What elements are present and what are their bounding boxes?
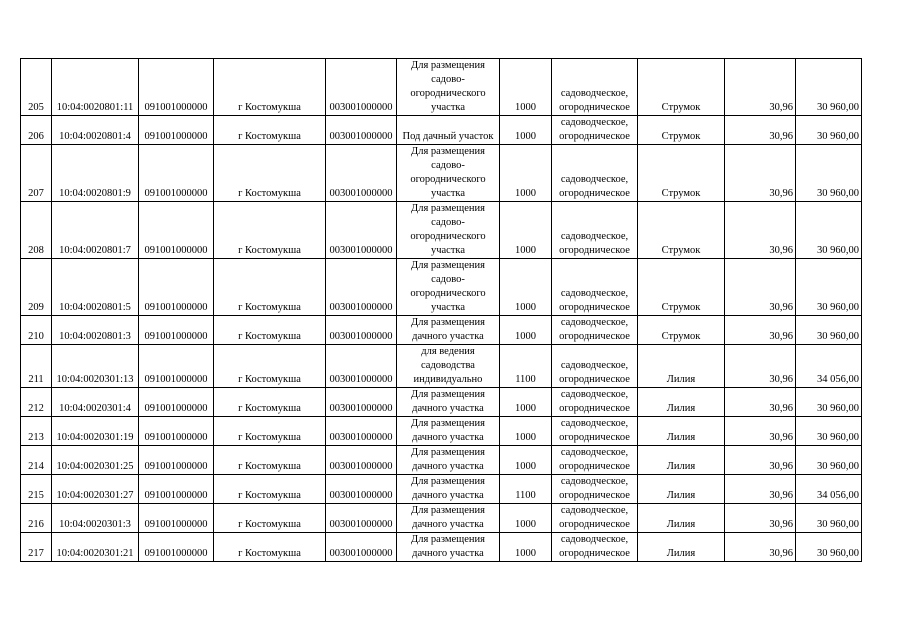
row-number-cell: 208 xyxy=(21,202,52,259)
table-row xyxy=(21,504,862,533)
purpose-cell xyxy=(397,316,500,345)
code-cell: 003001000000 xyxy=(326,145,397,202)
purpose-cell-line: садово- xyxy=(431,74,465,85)
rate-cell: 30,96 xyxy=(725,446,796,475)
category-cell-line: огородническое xyxy=(559,374,630,385)
category-cell xyxy=(552,345,638,388)
locality-cell: г Костомукша xyxy=(214,417,326,446)
locality-cell: г Костомукша xyxy=(214,345,326,388)
cadastral-number-cell: 10:04:0020801:7 xyxy=(52,202,139,259)
okato-code-cell: 091001000000 xyxy=(139,533,214,562)
code-cell: 003001000000 xyxy=(326,475,397,504)
category-cell xyxy=(552,446,638,475)
code-cell: 003001000000 xyxy=(326,417,397,446)
owner-cell: Струмок xyxy=(638,316,725,345)
owner-cell: Лилия xyxy=(638,504,725,533)
rate-cell: 30,96 xyxy=(725,116,796,145)
cadastral-number-cell: 10:04:0020301:21 xyxy=(52,533,139,562)
purpose-cell-line: участка xyxy=(430,302,466,313)
purpose-cell xyxy=(397,202,500,259)
purpose-cell-line: дачного участка xyxy=(412,331,484,342)
locality-cell: г Костомукша xyxy=(214,446,326,475)
row-number-cell: 206 xyxy=(21,116,52,145)
purpose-cell-line: дачного участка xyxy=(412,432,484,443)
category-cell xyxy=(552,533,638,562)
purpose-cell xyxy=(397,59,500,116)
locality-cell: г Костомукша xyxy=(214,533,326,562)
owner-cell: Лилия xyxy=(638,388,725,417)
locality-cell: г Костомукша xyxy=(214,59,326,116)
purpose-cell-line: Для размещения xyxy=(411,389,485,400)
rate-cell: 30,96 xyxy=(725,259,796,316)
category-cell-line: садоводческое, xyxy=(560,418,629,429)
category-cell-line: садоводческое, xyxy=(560,317,629,328)
okato-code-cell: 091001000000 xyxy=(139,116,214,145)
purpose-cell-line: садово- xyxy=(431,217,465,228)
purpose-cell xyxy=(397,475,500,504)
row-number-cell: 207 xyxy=(21,145,52,202)
purpose-cell-line: участка xyxy=(430,245,466,256)
rate-cell: 30,96 xyxy=(725,388,796,417)
cadastral-number-cell: 10:04:0020301:3 xyxy=(52,504,139,533)
okato-code-cell: 091001000000 xyxy=(139,316,214,345)
code-cell: 003001000000 xyxy=(326,446,397,475)
purpose-cell-line: садово- xyxy=(431,160,465,171)
code-cell: 003001000000 xyxy=(326,504,397,533)
rate-cell: 30,96 xyxy=(725,475,796,504)
category-cell-line: огородническое xyxy=(559,519,630,530)
category-cell xyxy=(552,59,638,116)
rate-cell: 30,96 xyxy=(725,504,796,533)
category-cell-line: садоводческое, xyxy=(560,174,629,185)
cadastral-number-cell: 10:04:0020301:13 xyxy=(52,345,139,388)
table-row xyxy=(21,388,862,417)
code-cell: 003001000000 xyxy=(326,116,397,145)
rate-cell: 30,96 xyxy=(725,417,796,446)
cadastral-number-cell: 10:04:0020801:3 xyxy=(52,316,139,345)
category-cell xyxy=(552,116,638,145)
okato-code-cell: 091001000000 xyxy=(139,504,214,533)
purpose-cell-line: дачного участка xyxy=(412,548,484,559)
purpose-cell-line: Для размещения xyxy=(411,260,485,271)
owner-cell: Струмок xyxy=(638,259,725,316)
owner-cell: Лилия xyxy=(638,446,725,475)
purpose-cell-line: огороднического xyxy=(410,174,486,185)
code-cell: 003001000000 xyxy=(326,533,397,562)
value-cell: 30 960,00 xyxy=(796,417,862,446)
okato-code-cell: 091001000000 xyxy=(139,259,214,316)
cadastral-number-cell: 10:04:0020301:19 xyxy=(52,417,139,446)
area-cell: 1000 xyxy=(500,446,552,475)
rate-cell: 30,96 xyxy=(725,202,796,259)
table-row xyxy=(21,145,862,202)
value-cell: 34 056,00 xyxy=(796,345,862,388)
cadastral-number-cell: 10:04:0020301:4 xyxy=(52,388,139,417)
area-cell: 1000 xyxy=(500,533,552,562)
code-cell: 003001000000 xyxy=(326,388,397,417)
table-row xyxy=(21,533,862,562)
category-cell xyxy=(552,504,638,533)
purpose-cell-line: Для размещения xyxy=(411,203,485,214)
purpose-cell xyxy=(397,116,500,145)
table-row xyxy=(21,116,862,145)
area-cell: 1000 xyxy=(500,504,552,533)
table-body xyxy=(21,59,862,562)
owner-cell: Лилия xyxy=(638,417,725,446)
area-cell: 1000 xyxy=(500,59,552,116)
purpose-cell-line: огороднического xyxy=(410,288,486,299)
category-cell-line: огородническое xyxy=(559,461,630,472)
code-cell: 003001000000 xyxy=(326,345,397,388)
purpose-cell-line: огороднического xyxy=(410,88,486,99)
purpose-cell-line: участка xyxy=(430,188,466,199)
category-cell-line: огородническое xyxy=(559,548,630,559)
table-row xyxy=(21,59,862,116)
purpose-cell xyxy=(397,446,500,475)
purpose-cell-line: дачного участка xyxy=(412,490,484,501)
value-cell: 30 960,00 xyxy=(796,316,862,345)
purpose-cell-line: дачного участка xyxy=(412,403,484,414)
purpose-cell-line: Для размещения xyxy=(411,476,485,487)
locality-cell: г Костомукша xyxy=(214,145,326,202)
value-cell: 30 960,00 xyxy=(796,388,862,417)
table-row xyxy=(21,417,862,446)
cadastral-number-cell: 10:04:0020801:11 xyxy=(52,59,139,116)
rate-cell: 30,96 xyxy=(725,345,796,388)
okato-code-cell: 091001000000 xyxy=(139,145,214,202)
locality-cell: г Костомукша xyxy=(214,475,326,504)
category-cell xyxy=(552,417,638,446)
code-cell: 003001000000 xyxy=(326,259,397,316)
owner-cell: Лилия xyxy=(638,533,725,562)
value-cell: 34 056,00 xyxy=(796,475,862,504)
category-cell xyxy=(552,388,638,417)
rate-cell: 30,96 xyxy=(725,145,796,202)
area-cell: 1000 xyxy=(500,145,552,202)
category-cell-line: огородническое xyxy=(559,188,630,199)
category-cell-line: садоводческое, xyxy=(560,360,629,371)
category-cell xyxy=(552,316,638,345)
value-cell: 30 960,00 xyxy=(796,116,862,145)
area-cell: 1000 xyxy=(500,388,552,417)
owner-cell: Струмок xyxy=(638,59,725,116)
table-row xyxy=(21,259,862,316)
locality-cell: г Костомукша xyxy=(214,388,326,417)
locality-cell: г Костомукша xyxy=(214,259,326,316)
category-cell-line: огородническое xyxy=(559,432,630,443)
row-number-cell: 212 xyxy=(21,388,52,417)
purpose-cell-line: Для размещения xyxy=(411,146,485,157)
value-cell: 30 960,00 xyxy=(796,446,862,475)
cadastral-number-cell: 10:04:0020801:4 xyxy=(52,116,139,145)
purpose-cell xyxy=(397,388,500,417)
area-cell: 1000 xyxy=(500,202,552,259)
owner-cell: Лилия xyxy=(638,475,725,504)
category-cell-line: огородническое xyxy=(559,302,630,313)
value-cell: 30 960,00 xyxy=(796,202,862,259)
rate-cell: 30,96 xyxy=(725,316,796,345)
cadastral-number-cell: 10:04:0020301:27 xyxy=(52,475,139,504)
category-cell xyxy=(552,259,638,316)
okato-code-cell: 091001000000 xyxy=(139,202,214,259)
row-number-cell: 209 xyxy=(21,259,52,316)
okato-code-cell: 091001000000 xyxy=(139,446,214,475)
value-cell: 30 960,00 xyxy=(796,533,862,562)
okato-code-cell: 091001000000 xyxy=(139,59,214,116)
row-number-cell: 214 xyxy=(21,446,52,475)
category-cell-line: огородническое xyxy=(559,331,630,342)
locality-cell: г Костомукша xyxy=(214,316,326,345)
table-row xyxy=(21,316,862,345)
value-cell: 30 960,00 xyxy=(796,504,862,533)
category-cell-line: садоводческое, xyxy=(560,231,629,242)
area-cell: 1000 xyxy=(500,417,552,446)
category-cell-line: огородническое xyxy=(559,102,630,113)
purpose-cell-line: Под дачный участок xyxy=(402,131,494,142)
purpose-cell-line: Для размещения xyxy=(411,505,485,516)
category-cell xyxy=(552,202,638,259)
purpose-cell-line: садово- xyxy=(431,274,465,285)
area-cell: 1100 xyxy=(500,475,552,504)
area-cell: 1000 xyxy=(500,116,552,145)
category-cell-line: огородническое xyxy=(559,403,630,414)
purpose-cell-line: индивидуально xyxy=(413,374,483,385)
purpose-cell-line: Для размещения xyxy=(411,447,485,458)
purpose-cell-line: садоводства xyxy=(421,360,475,371)
cadastral-number-cell: 10:04:0020801:5 xyxy=(52,259,139,316)
okato-code-cell: 091001000000 xyxy=(139,388,214,417)
owner-cell: Струмок xyxy=(638,202,725,259)
purpose-cell xyxy=(397,417,500,446)
purpose-cell-line: участка xyxy=(430,102,466,113)
purpose-cell xyxy=(397,345,500,388)
category-cell-line: садоводческое, xyxy=(560,389,629,400)
locality-cell: г Костомукша xyxy=(214,116,326,145)
purpose-cell-line: Для размещения xyxy=(411,60,485,71)
rate-cell: 30,96 xyxy=(725,59,796,116)
code-cell: 003001000000 xyxy=(326,202,397,259)
area-cell: 1000 xyxy=(500,316,552,345)
locality-cell: г Костомукша xyxy=(214,504,326,533)
purpose-cell xyxy=(397,504,500,533)
category-cell xyxy=(552,475,638,504)
value-cell: 30 960,00 xyxy=(796,259,862,316)
cadastral-number-cell: 10:04:0020801:9 xyxy=(52,145,139,202)
value-cell: 30 960,00 xyxy=(796,145,862,202)
row-number-cell: 215 xyxy=(21,475,52,504)
purpose-cell-line: дачного участка xyxy=(412,461,484,472)
purpose-cell xyxy=(397,145,500,202)
category-cell-line: садоводческое, xyxy=(560,288,629,299)
category-cell-line: огородническое xyxy=(559,245,630,256)
row-number-cell: 216 xyxy=(21,504,52,533)
table-row xyxy=(21,475,862,504)
category-cell-line: садоводческое, xyxy=(560,447,629,458)
purpose-cell-line: огороднического xyxy=(410,231,486,242)
area-cell: 1000 xyxy=(500,259,552,316)
owner-cell: Лилия xyxy=(638,345,725,388)
owner-cell: Струмок xyxy=(638,145,725,202)
code-cell: 003001000000 xyxy=(326,59,397,116)
okato-code-cell: 091001000000 xyxy=(139,345,214,388)
area-cell: 1100 xyxy=(500,345,552,388)
row-number-cell: 210 xyxy=(21,316,52,345)
category-cell-line: огородническое xyxy=(559,131,630,142)
table-row xyxy=(21,345,862,388)
rate-cell: 30,96 xyxy=(725,533,796,562)
purpose-cell-line: дачного участка xyxy=(412,519,484,530)
category-cell-line: садоводческое, xyxy=(560,88,629,99)
purpose-cell xyxy=(397,259,500,316)
category-cell-line: садоводческое, xyxy=(560,117,629,128)
table-row xyxy=(21,202,862,259)
row-number-cell: 213 xyxy=(21,417,52,446)
category-cell-line: огородническое xyxy=(559,490,630,501)
okato-code-cell: 091001000000 xyxy=(139,475,214,504)
row-number-cell: 217 xyxy=(21,533,52,562)
category-cell-line: садоводческое, xyxy=(560,476,629,487)
land-parcels-table xyxy=(20,58,862,562)
purpose-cell-line: Для размещения xyxy=(411,534,485,545)
category-cell-line: садоводческое, xyxy=(560,505,629,516)
purpose-cell-line: Для размещения xyxy=(411,418,485,429)
purpose-cell-line: для ведения xyxy=(421,346,475,357)
category-cell xyxy=(552,145,638,202)
category-cell-line: садоводческое, xyxy=(560,534,629,545)
owner-cell: Струмок xyxy=(638,116,725,145)
code-cell: 003001000000 xyxy=(326,316,397,345)
purpose-cell xyxy=(397,533,500,562)
purpose-cell-line: Для размещения xyxy=(411,317,485,328)
okato-code-cell: 091001000000 xyxy=(139,417,214,446)
cadastral-number-cell: 10:04:0020301:25 xyxy=(52,446,139,475)
locality-cell: г Костомукша xyxy=(214,202,326,259)
value-cell: 30 960,00 xyxy=(796,59,862,116)
table-row xyxy=(21,446,862,475)
row-number-cell: 205 xyxy=(21,59,52,116)
row-number-cell: 211 xyxy=(21,345,52,388)
